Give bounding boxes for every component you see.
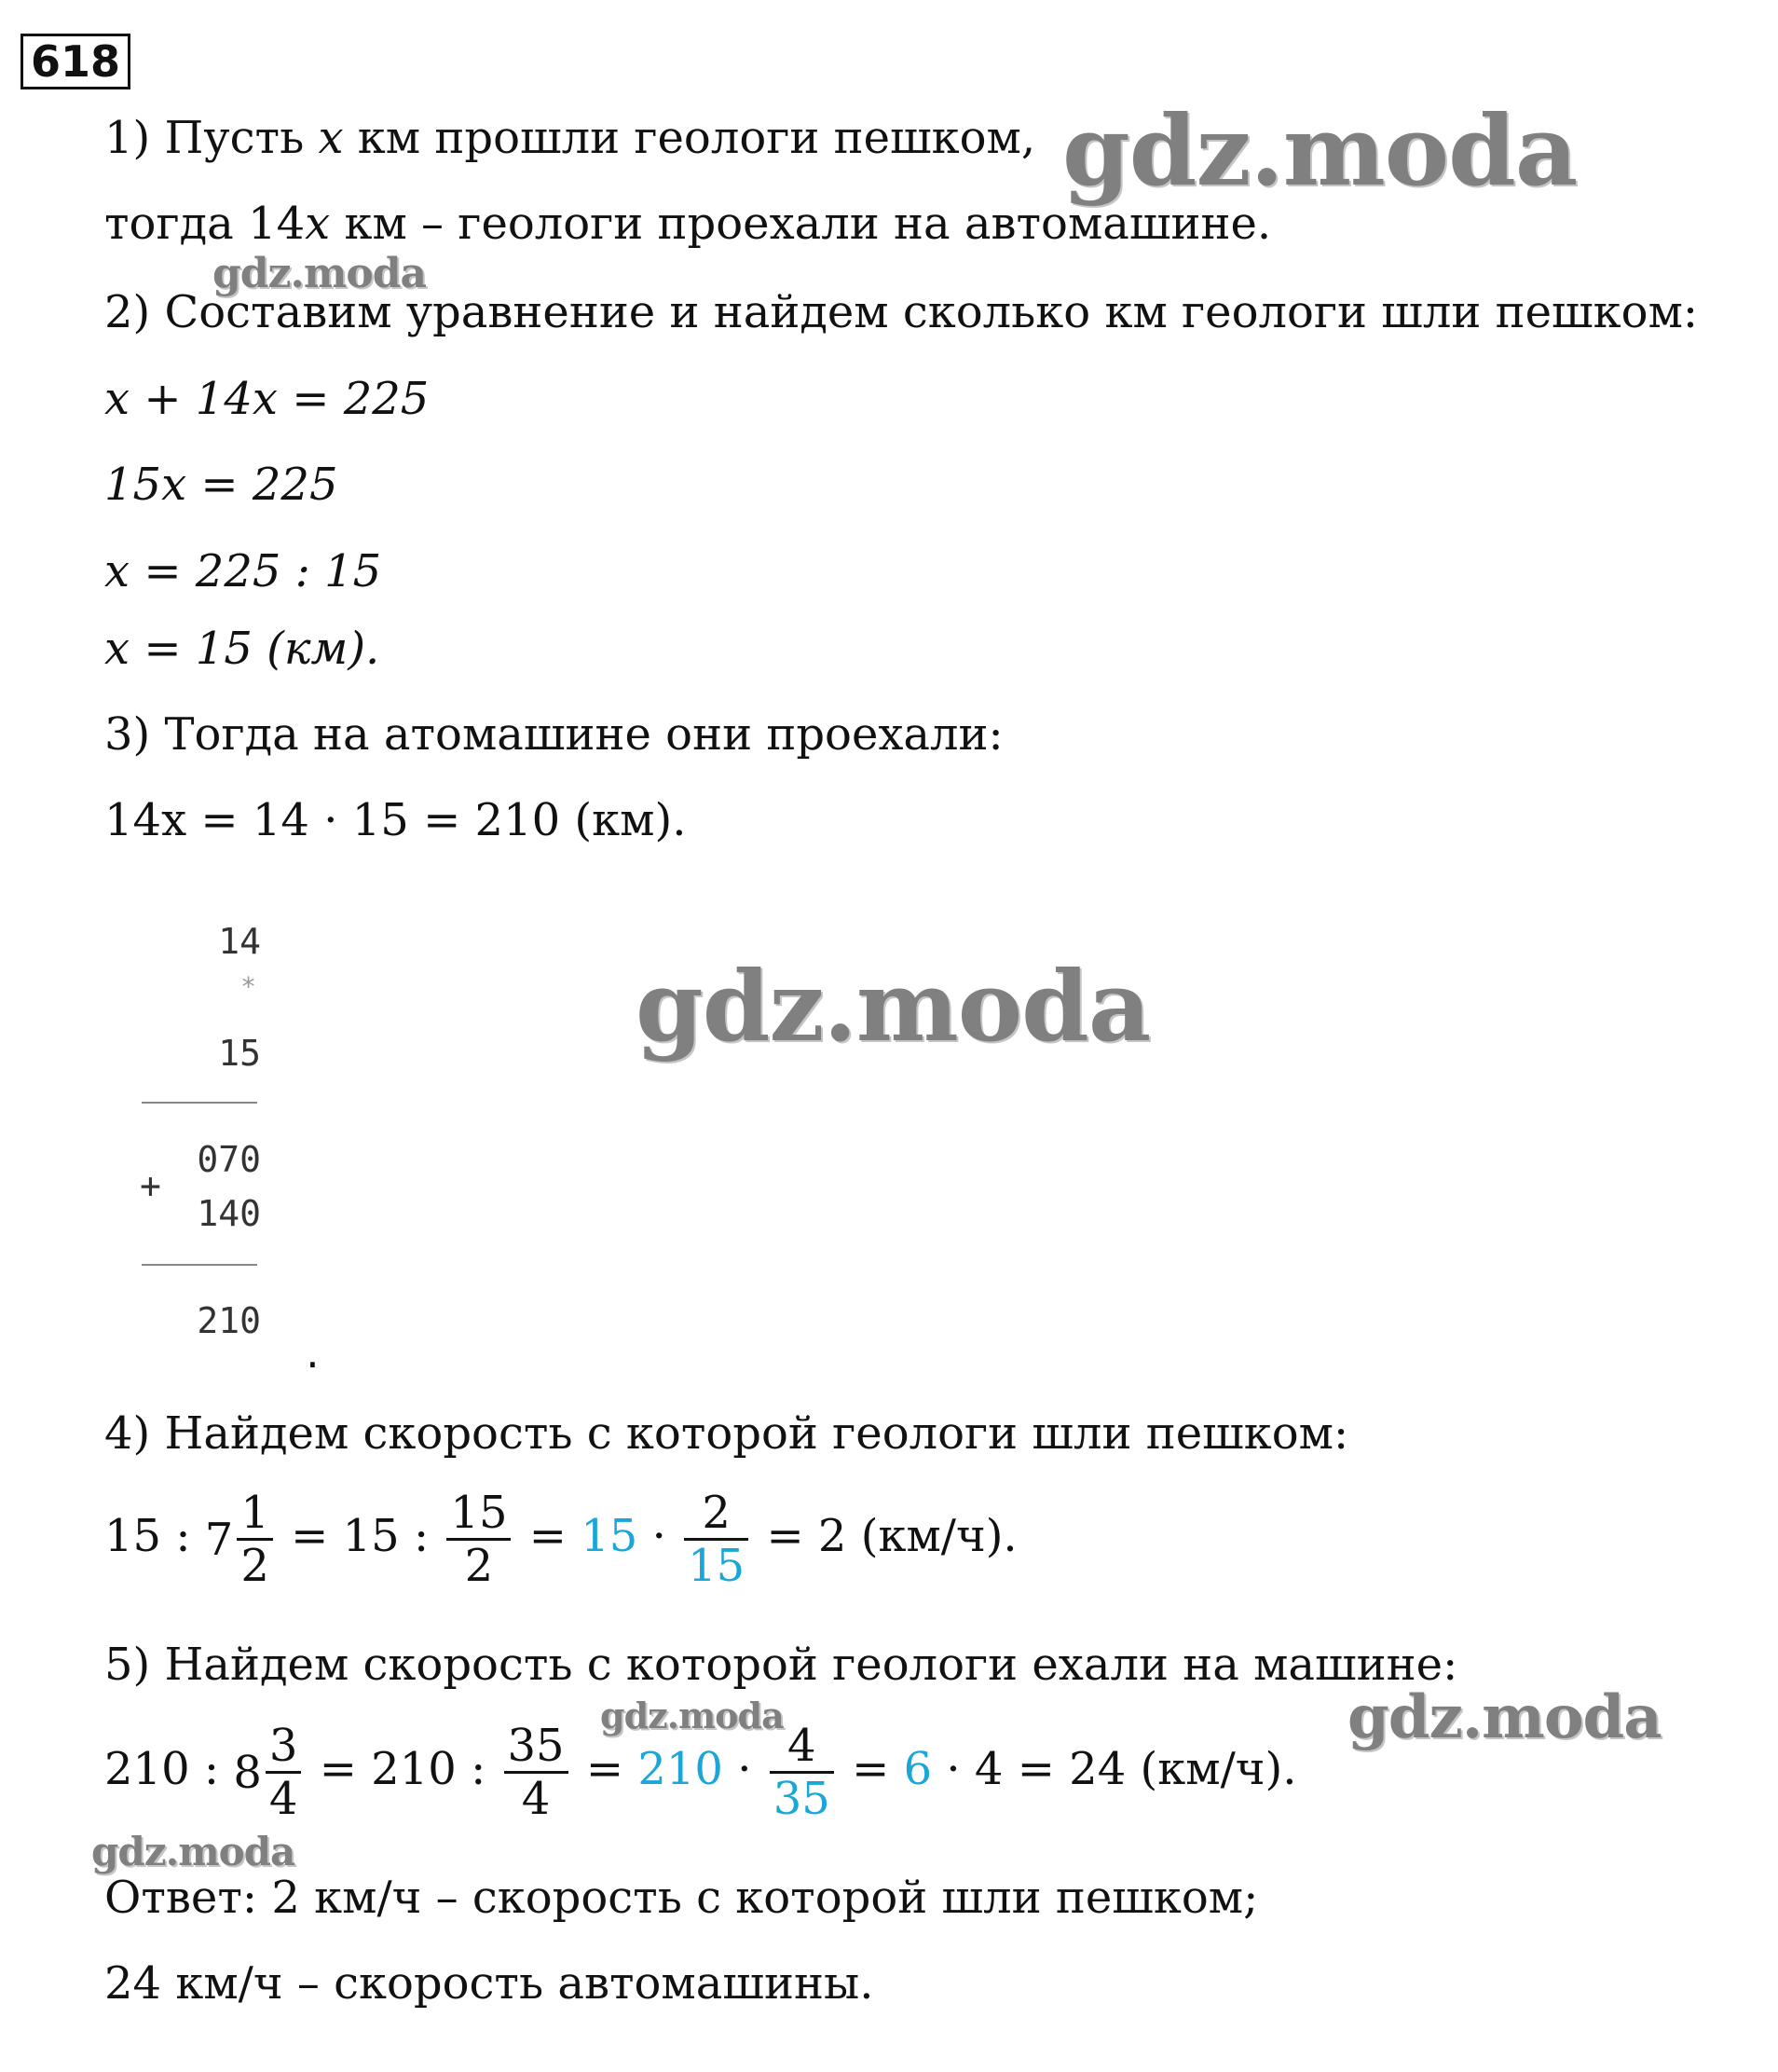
step-1b-suffix: км – геологи проехали на автомашине. xyxy=(330,198,1272,250)
mult-operator: * xyxy=(240,971,256,1002)
eq5-whole: 8 xyxy=(233,1746,262,1799)
step-5-equation xyxy=(104,1721,1296,1824)
eq5-eq2: = xyxy=(585,1743,624,1795)
eq5-highlight: 210 xyxy=(637,1743,723,1795)
watermark: gdz.moda xyxy=(600,1695,784,1736)
numerator: 15 xyxy=(446,1488,511,1541)
watermark: gdz.moda xyxy=(91,1829,295,1874)
equation-line: x = 225 : 15 xyxy=(104,545,382,597)
step-2-heading: 2) Составим уравнение и найдем сколько км геологи шли пешком: xyxy=(104,286,1699,338)
fraction xyxy=(446,1488,511,1591)
step-1-prefix: 1) Пусть xyxy=(104,112,319,164)
fraction xyxy=(266,1721,302,1824)
eq4-tail: = 2 (км/ч). xyxy=(766,1510,1018,1562)
eq4-eq1: = xyxy=(291,1510,329,1562)
fraction xyxy=(237,1488,273,1591)
mult-plus: + xyxy=(140,1165,161,1206)
denominator: 4 xyxy=(268,1773,298,1825)
answer-line: Ответ: 2 км/ч – скорость с которой шли пешком; xyxy=(104,1872,1259,1924)
answer-continuation: 24 км/ч – скорость автомашины. xyxy=(104,1957,874,2010)
denominator: 15 xyxy=(688,1540,745,1592)
eq4-b: 15 xyxy=(342,1510,400,1562)
variable-x: x xyxy=(318,112,344,164)
equation-line: 15x = 225 xyxy=(104,459,338,511)
mult-partial-1: 070 xyxy=(197,1139,261,1180)
numerator: 1 xyxy=(237,1488,273,1541)
step-5-heading: 5) Найдем скорость с которой геологи ехали на машине: xyxy=(104,1639,1458,1691)
equation-line: x + 14x = 225 xyxy=(104,373,430,425)
fraction xyxy=(770,1721,834,1824)
step-1b-prefix: тогда 14 xyxy=(104,198,306,250)
eq5-b: 210 xyxy=(371,1743,457,1795)
eq4-highlight: 15 xyxy=(581,1510,638,1562)
eq4-a: 15 xyxy=(104,1510,162,1562)
eq5-colon2: : xyxy=(471,1743,486,1795)
watermark: gdz.moda xyxy=(636,949,1151,1063)
denominator: 35 xyxy=(773,1773,830,1825)
eq5-tail: · 4 = 24 (км/ч). xyxy=(946,1743,1297,1795)
eq4-colon: : xyxy=(175,1510,191,1562)
eq5-colon: : xyxy=(203,1743,220,1795)
eq4-eq2: = xyxy=(528,1510,567,1562)
mult-bottom-number: 15 xyxy=(218,1033,261,1074)
eq4-dot: · xyxy=(651,1510,666,1562)
eq5-eq1: = xyxy=(319,1743,357,1795)
problem-number: 618 xyxy=(21,34,130,89)
numerator: 2 xyxy=(684,1488,748,1541)
step-1-suffix: км прошли геологи пешком, xyxy=(343,112,1036,164)
eq5-dot: · xyxy=(737,1743,752,1795)
denominator: 2 xyxy=(240,1540,269,1592)
step-1-continuation xyxy=(104,196,1271,252)
denominator: 4 xyxy=(521,1773,551,1825)
step-4-equation xyxy=(104,1488,1018,1591)
mult-partial-2: 140 xyxy=(197,1193,261,1234)
numerator: 4 xyxy=(770,1721,834,1774)
mult-result: 210 xyxy=(197,1300,261,1341)
watermark: gdz.moda xyxy=(1062,93,1578,208)
step-4-heading: 4) Найдем скорость с которой геологи шли пешком: xyxy=(104,1407,1349,1460)
mult-rule xyxy=(142,1102,257,1104)
eq5-a: 210 xyxy=(104,1743,190,1795)
mult-rule xyxy=(142,1264,257,1266)
watermark: gdz.moda xyxy=(1347,1682,1662,1752)
fraction xyxy=(504,1721,568,1824)
step-1-line xyxy=(104,110,1035,166)
denominator: 2 xyxy=(464,1540,494,1592)
eq4-whole: 7 xyxy=(204,1513,234,1566)
eq5-eq3: = xyxy=(852,1743,890,1795)
mult-top-number: 14 xyxy=(218,921,261,962)
variable-x: x xyxy=(305,198,331,250)
step-3-heading: 3) Тогда на атомашине они проехали: xyxy=(104,708,1004,761)
watermark: gdz.moda xyxy=(212,250,427,297)
mult-dot: . xyxy=(302,1335,323,1376)
equation-line: x = 15 (км). xyxy=(104,623,380,675)
numerator: 35 xyxy=(504,1721,568,1774)
eq4-colon2: : xyxy=(413,1510,430,1562)
step-3-equation: 14x = 14 · 15 = 210 (км). xyxy=(104,794,687,846)
numerator: 3 xyxy=(266,1721,302,1774)
eq5-highlight: 6 xyxy=(903,1743,933,1795)
fraction xyxy=(684,1488,748,1591)
